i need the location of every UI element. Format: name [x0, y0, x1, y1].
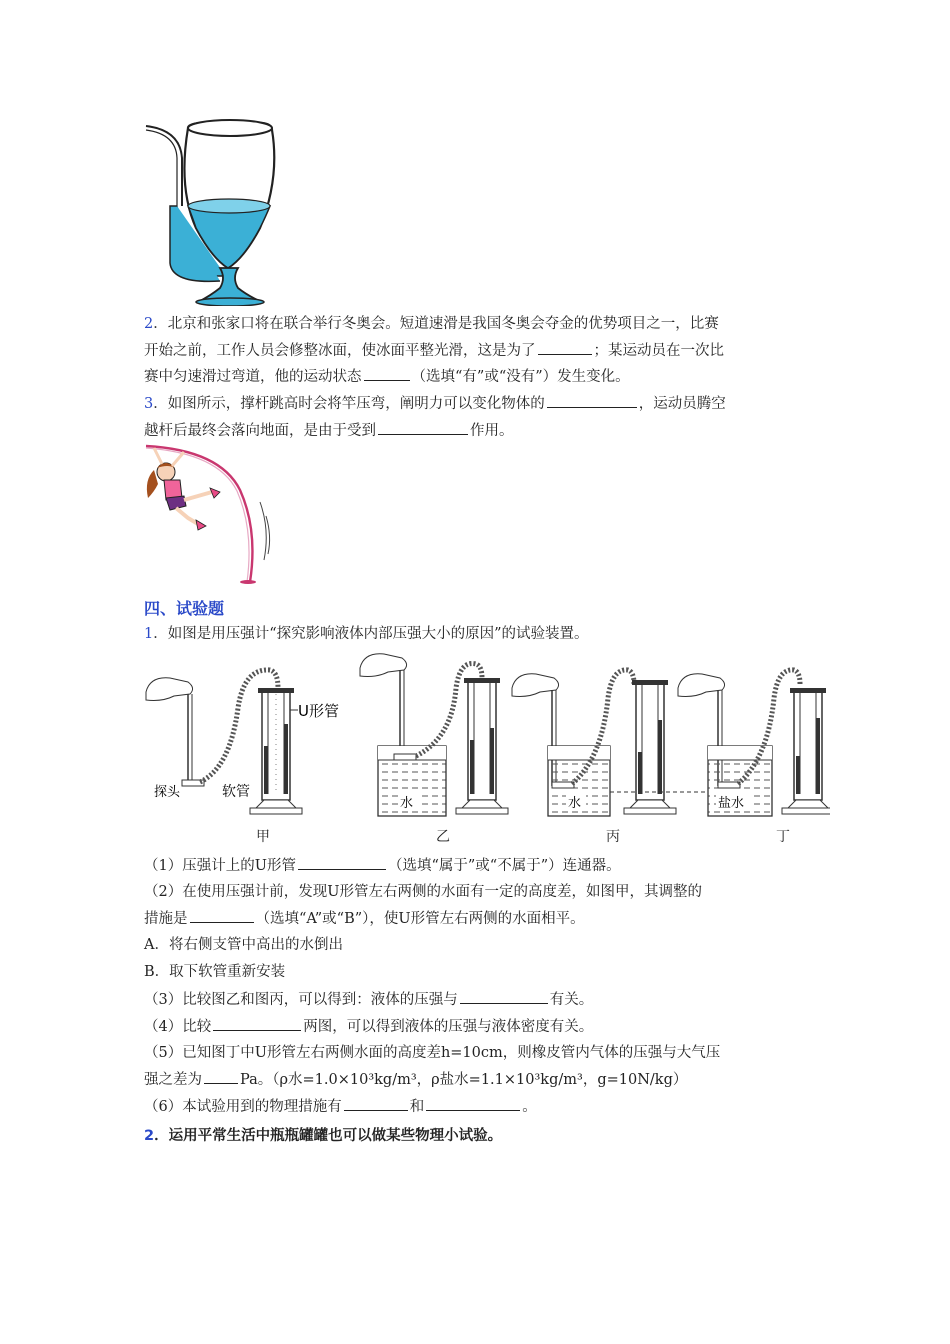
apparatus-jia [146, 670, 339, 814]
exp1-part1 [144, 855, 621, 876]
exp2-number: 2 [144, 1128, 155, 1144]
exp1-p6-text-a: （6）本试验用到的物理措施有 [144, 1099, 342, 1115]
section-title: 四、试验题 [144, 599, 225, 618]
label-salt-water: 盐水 [718, 796, 745, 811]
exp1-p2-blank[interactable] [190, 908, 254, 923]
exp1-part5-line1: （5）已知图丁中U形管左右两侧水面的高度差h=10cm，则橡皮管内气体的压强与大气压 [144, 1045, 721, 1061]
exp1-p4-text-b: 两图，可以得到液体的压强与液体密度有关。 [303, 1019, 594, 1035]
q2-text-1: ．北京和张家口将在联合举行冬奥会。短道速滑是我国冬奥会夺金的优势项目之一，比赛 [153, 316, 719, 332]
exp1-p6-text-b: 和 [409, 1099, 425, 1115]
q2-blank-1[interactable] [538, 340, 592, 355]
exp1-number: 1 [144, 626, 154, 642]
caption-jia: 甲 [256, 829, 270, 845]
q2-number: 2 [144, 316, 154, 332]
exp1-part2-line1: （2）在使用压强计前，发现U形管左右两侧的水面有一定的高度差，如图甲，其调整的 [144, 884, 702, 900]
label-water-bing: 水 [568, 796, 582, 811]
exp1-p3-blank[interactable] [460, 989, 548, 1004]
q2-blank-2[interactable] [364, 366, 410, 381]
caption-bing: 丙 [606, 829, 620, 845]
q3-line-2 [144, 420, 514, 441]
exp1-part3 [144, 989, 593, 1010]
q3-blank-2[interactable] [378, 420, 468, 435]
q3-line-1 [144, 393, 726, 414]
label-u-tube: U形管 [298, 702, 339, 720]
exp1-part2-line2 [144, 908, 585, 929]
exp1-p2-text-b: （选填“A”或“B”），使U形管左右两侧的水面相平。 [255, 911, 585, 927]
q2-text-2a: 开始之前，工作人员会修整冰面，使冰面平整光滑，这是为了 [144, 343, 536, 359]
exp1-intro-line [144, 624, 589, 644]
exp1-intro: ．如图是用压强计“探究影响液体内部压强大小的原因”的试验装置。 [153, 626, 589, 642]
q2-line-1 [144, 314, 719, 334]
exp1-p3-text-b: 有关。 [549, 992, 594, 1008]
exp2-text: ．运用平常生活中瓶瓶罐罐也可以做某些物理小试验。 [154, 1128, 503, 1144]
exp1-p4-text-a: （4）比较 [144, 1019, 212, 1035]
apparatus-bing [512, 670, 676, 816]
q3-text-1b: ，运动员腾空 [638, 396, 726, 412]
exp1-p5-text-a: 强之差为 [144, 1072, 202, 1088]
label-probe: 探头 [154, 785, 181, 800]
apparatus-ding [678, 670, 830, 816]
exp1-p1-text-a: （1）压强计上的U形管 [144, 858, 296, 874]
exp1-p1-blank[interactable] [298, 855, 386, 870]
q3-blank-1[interactable] [547, 393, 637, 408]
exp1-p3-text-a: （3）比较图乙和图丙，可以得到：液体的压强与 [144, 992, 458, 1008]
pressure-gauge-figure [140, 648, 830, 824]
q3-text-2b: 作用。 [470, 423, 514, 439]
caption-yi: 乙 [436, 829, 450, 845]
q3-text-2a: 越杆后最终会落向地面，是由于受到 [144, 423, 376, 439]
apparatus-yi [360, 654, 508, 816]
caption-ding: 丁 [776, 829, 790, 845]
exp1-p6-blank-2[interactable] [426, 1096, 520, 1111]
exp1-p6-text-c: 。 [522, 1099, 537, 1115]
exp1-p5-blank[interactable] [204, 1069, 238, 1084]
exp1-part5-line2 [144, 1069, 687, 1090]
exp1-p6-blank-1[interactable] [344, 1096, 408, 1111]
exp1-p4-blank[interactable] [213, 1016, 301, 1031]
exp1-p5-text-b: Pa。（ρ水=1.0×10³kg/m³，ρ盐水=1.1×10³kg/m³，g=10N/kg） [240, 1072, 688, 1088]
q2-text-3b: （选填“有”或“没有”）发生变化。 [411, 369, 630, 385]
exp1-part4 [144, 1016, 593, 1037]
exp1-part6 [144, 1096, 537, 1117]
exp1-p2-text-a: 措施是 [144, 911, 188, 927]
q2-text-2b: ；某运动员在一次比 [593, 343, 724, 359]
goblet-figure [140, 118, 280, 306]
label-hose: 软管 [222, 784, 250, 800]
pole-vault-figure [140, 440, 280, 588]
exp1-option-a: A．将右侧支管中高出的水倒出 [144, 937, 343, 953]
exp1-option-b: B．取下软管重新安装 [144, 964, 286, 980]
q3-text-1a: ．如图所示，撑杆跳高时会将竿压弯，阐明力可以变化物体的 [153, 396, 545, 412]
exp1-p1-text-b: （选填“属于”或“不属于”）连通器。 [387, 858, 621, 874]
q2-line-3 [144, 366, 630, 387]
q3-number: 3 [144, 396, 154, 412]
q2-line-2 [144, 340, 724, 361]
exp2-line [144, 1124, 502, 1145]
q2-text-3a: 赛中匀速滑过弯道，他的运动状态 [144, 369, 362, 385]
label-water-yi: 水 [400, 796, 414, 811]
